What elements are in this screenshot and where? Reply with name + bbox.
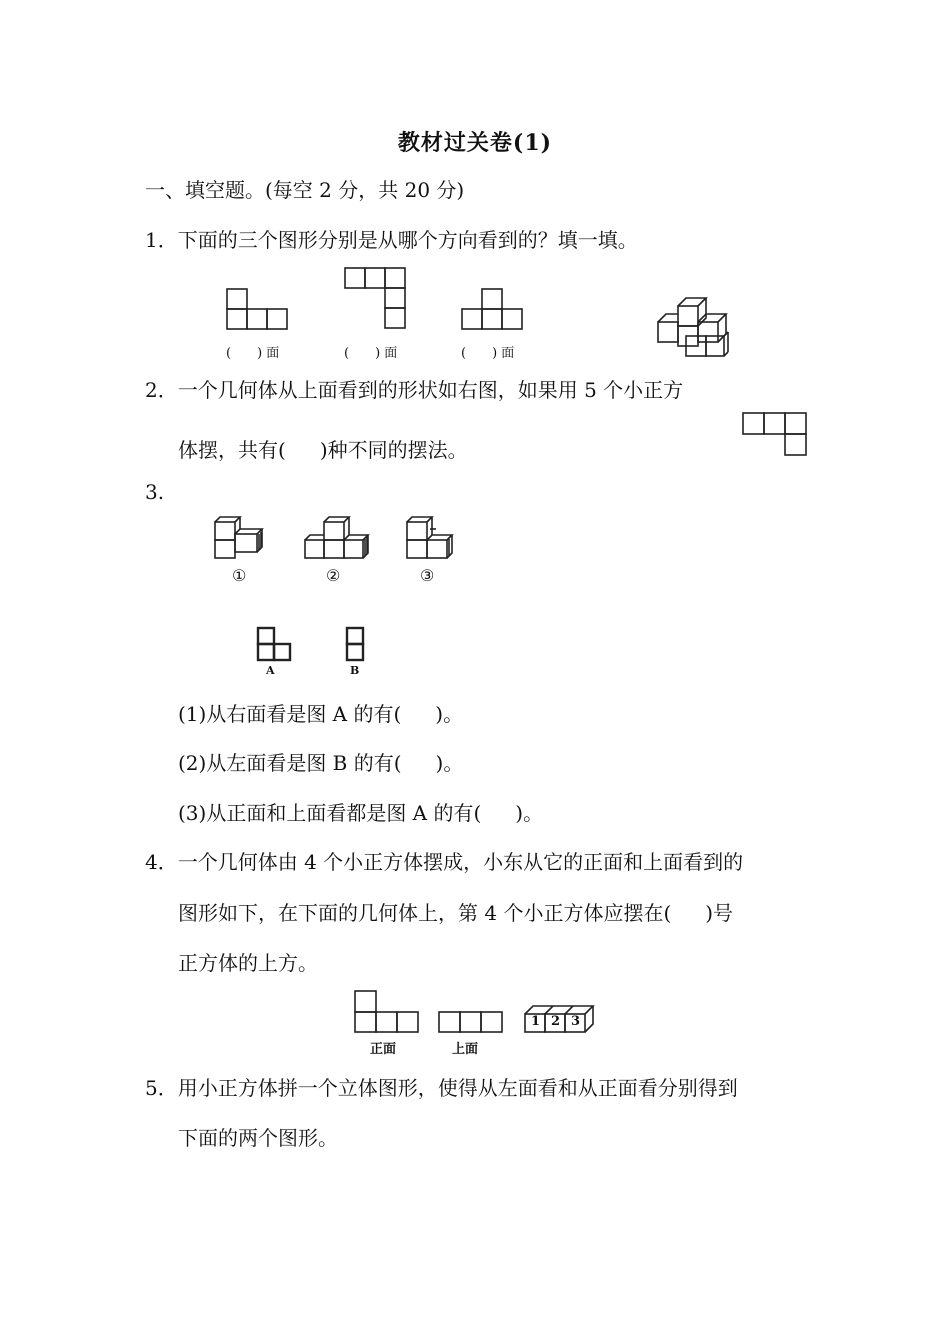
q1-caption-3: ( ) 面: [461, 346, 515, 361]
q4-cube-number-3: 3: [571, 1014, 581, 1029]
q4-cube-number-2: 2: [551, 1014, 561, 1029]
q4-top-view: [438, 1011, 504, 1034]
q3-solid-1: [212, 515, 270, 561]
q1-caption-1: ( ) 面: [226, 346, 280, 361]
question-3-label: 3.: [145, 480, 165, 504]
question-2-line-1: 2．一个几何体从上面看到的形状如右图，如果用 5 个小正方: [145, 378, 684, 402]
question-1-text: 1．下面的三个图形分别是从哪个方向看到的？填一填。: [145, 228, 638, 252]
q3-view-b: [345, 626, 367, 662]
q3-shape-label-3: ③: [420, 566, 435, 585]
q3-solid-2: [302, 515, 370, 561]
q3-shape-label-1: ①: [232, 566, 247, 585]
q3-sub-1-b: )。: [435, 702, 464, 726]
section-heading: 一、填空题。(每空 2 分，共 20 分): [145, 178, 465, 202]
q4-front-view: [354, 990, 420, 1034]
q1-view-2: [344, 267, 408, 330]
q3-sub-3-a: (3)从正面和上面看都是图 A 的有(: [178, 801, 482, 825]
q3-sub-1-a: (1)从右面看是图 A 的有(: [178, 702, 402, 726]
q3-sub-2-b: )。: [435, 751, 464, 775]
question-5-line-2: 下面的两个图形。: [178, 1126, 338, 1150]
q3-shape-label-2: ②: [326, 566, 341, 585]
q3-solid-3: [404, 515, 456, 561]
q1-caption-2: ( ) 面: [344, 346, 398, 361]
q3-view-a: [256, 626, 294, 662]
question-4-line-3: 正方体的上方。: [178, 951, 318, 975]
q1-view-1: [226, 288, 290, 330]
q3-view-label-a: A: [266, 664, 275, 677]
question-4-line-2-b: )号: [705, 901, 734, 925]
question-2-line-2-a: 体摆，共有(: [178, 438, 286, 462]
question-2-line-2-b: )种不同的摆法。: [319, 438, 468, 462]
question-4-line-1: 4．一个几何体由 4 个小正方体摆成，小东从它的正面和上面看到的: [145, 850, 744, 874]
q2-top-view: [742, 412, 808, 456]
page-title: 教材过关卷(1): [397, 130, 553, 156]
question-5-line-1: 5．用小正方体拼一个立体图形，使得从左面看和从正面看分别得到: [145, 1076, 738, 1100]
q3-sub-3-b: )。: [515, 801, 544, 825]
q3-view-label-b: B: [350, 664, 360, 677]
q4-cube-number-1: 1: [531, 1014, 541, 1029]
q4-view-label-front: 正面: [370, 1042, 397, 1057]
q1-solid-figure: [656, 296, 732, 362]
q1-view-3: [461, 288, 525, 330]
q3-sub-2-a: (2)从左面看是图 B 的有(: [178, 751, 402, 775]
question-4-line-2-a: 图形如下，在下面的几何体上，第 4 个小正方体应摆在(: [178, 901, 672, 925]
q4-view-label-top: 上面: [452, 1042, 479, 1057]
